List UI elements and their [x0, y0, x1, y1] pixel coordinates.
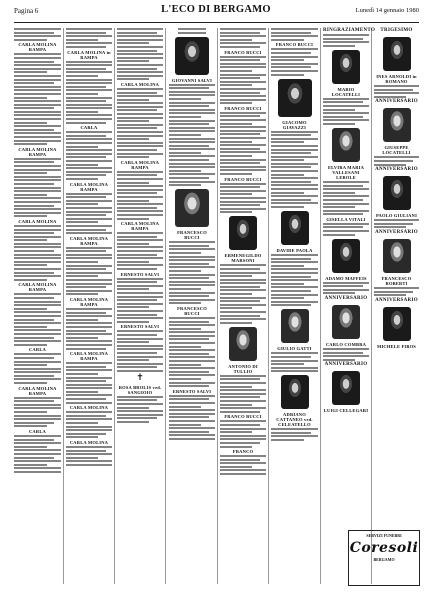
portrait-photo: [175, 189, 209, 227]
newspaper-masthead: L'ECO DI BERGAMO: [161, 4, 271, 15]
obituary-name: CARLA MOLINA RAMPA: [18, 282, 57, 293]
obituary-name: CARLA MOLINA RAMPA: [120, 159, 160, 170]
obituary-name: FRANCO BUCCI: [224, 414, 262, 420]
portrait-photo: [175, 37, 209, 75]
obituary-name: CARLA MOLINA RAMPA: [18, 42, 57, 53]
portrait-photo: [383, 37, 411, 71]
page-number: Pagina 6: [14, 7, 39, 15]
column-rule: [217, 28, 218, 584]
portrait-photo: [229, 327, 257, 361]
obituary-name: ERMENEGILDO MARSONI: [224, 253, 262, 264]
obituary-name: LUIGI CELLEGARI: [323, 408, 369, 414]
obituary-name: CARLA: [28, 429, 46, 434]
column-6: [271, 28, 318, 584]
ad-tagline: SERVIZI FUNEBRI: [366, 533, 402, 538]
portrait-photo: [383, 108, 411, 142]
column-8: [374, 28, 419, 526]
obituary-name: CARLA MOLINA RAMPA: [120, 221, 160, 232]
funeral-services-ad: [348, 530, 420, 586]
obituary-name: FRANCESCO BUCCI: [177, 230, 207, 241]
obituary-name: CARLA: [28, 347, 46, 353]
column-3: [117, 28, 163, 584]
obituary-name: GIACOMO GIAVAZZI: [282, 119, 307, 130]
notice-heading: ANNIVERSARIO: [324, 296, 368, 302]
portrait-photo: [281, 309, 309, 343]
obituary-name: PAOLO GIULIANI: [375, 213, 418, 219]
column-5: [220, 28, 266, 584]
obituary-name: ADRIANO CATTANEO ved. CELEATELLO: [276, 412, 313, 428]
obituary-name: ERNESTO SALVI: [120, 271, 160, 277]
column-rule: [268, 28, 269, 584]
column-rule: [63, 28, 64, 584]
portrait-photo: [383, 307, 411, 341]
portrait-photo: [278, 79, 312, 117]
obituary-name: GIOVANNI SALVI: [171, 77, 213, 83]
ad-city: BERGAMO: [373, 557, 395, 562]
column-4: [169, 28, 215, 584]
obituary-name: INES ARNOLDI in ROMANO: [376, 74, 417, 84]
notice-heading: RINGRAZIAMENTO: [323, 28, 376, 33]
portrait-photo: [281, 211, 309, 245]
column-rule: [114, 28, 115, 584]
obituary-name: CARLA MOLINA RAMPA: [69, 297, 109, 307]
page-header: [14, 4, 419, 23]
obituary-name: GISELLA VITALI: [326, 216, 366, 222]
notice-heading: ANNIVERSARIO: [324, 362, 368, 368]
obituary-name: ERNESTO SALVI: [120, 324, 160, 330]
obituary-name: GIUSEPPE LOCATELLI: [382, 145, 411, 156]
portrait-photo: [332, 371, 360, 405]
notice-heading: ANNIVERSARIO: [375, 297, 418, 303]
obituary-name: CARLO COMBRA: [325, 342, 367, 348]
obituary-name: FRANCO BUCCI: [224, 105, 262, 111]
notice-heading: ANNIVERSARIO: [375, 167, 418, 173]
column-1: [14, 28, 61, 584]
obituary-name: CARLA MOLINA RAMPA: [69, 351, 109, 362]
obituary-name: CARLA MOLINA: [120, 81, 160, 87]
column-rule: [371, 28, 372, 584]
notice-heading: ANNIVERSARIO: [375, 229, 418, 235]
cross-icon: ✝: [136, 372, 144, 383]
obituary-name: FRANCO BUCCI: [224, 176, 262, 182]
portrait-photo: [281, 375, 309, 409]
obituary-name: ERNESTO SALVI: [172, 388, 212, 394]
obituary-name: CARLA MOLINA RAMPA: [18, 146, 57, 157]
obituary-name: MICHELE FIBOS: [377, 343, 416, 349]
obituary-name: CARLA MOLINA: [69, 440, 109, 445]
obituary-name: DAVIDE PAOLA: [276, 248, 313, 253]
obituary-name: CARLA MOLINA: [18, 218, 57, 224]
obituary-name: FRANCO: [232, 449, 254, 455]
portrait-photo: [383, 176, 411, 210]
obituary-name: GIULIO GATTI: [277, 346, 312, 352]
column-2: [66, 28, 112, 584]
notice-heading: ANNIVERSARIO: [375, 99, 418, 105]
obituary-name: ROSA BROLIS ved. SANGIOIO: [118, 384, 162, 395]
notice-heading: TRIGESIMO: [380, 28, 413, 33]
obituary-name: FRANCESCO BUCCI: [177, 305, 207, 316]
obituary-name: CARLA: [80, 125, 98, 131]
obituary-name: CARLA MOLINA RAMPA: [69, 235, 109, 246]
portrait-photo: [332, 128, 360, 162]
obituary-name: ADAMO MAFFEIS: [325, 275, 367, 281]
obituary-name: FRANCO BUCCI: [275, 42, 314, 48]
portrait-photo: [383, 239, 411, 273]
column-7: [323, 28, 376, 584]
column-rule: [320, 28, 321, 584]
obituary-name: ELVIRA MARIA VALLESANI LEBOLE: [327, 164, 365, 180]
portrait-photo: [332, 50, 360, 84]
obituary-name: CARLA MOLINA RAMPA: [69, 181, 109, 192]
obituary-name: CARLA MOLINA: [69, 405, 109, 411]
dateline: Lunedì 14 gennaio 1980: [355, 7, 419, 14]
obituary-name: FRANCO BUCCI: [224, 49, 262, 55]
portrait-photo: [332, 305, 360, 339]
portrait-photo: [229, 216, 257, 250]
obituary-name: MARIO LOCATELLI: [331, 86, 361, 97]
obituary-name: ANTONIO DI TULLIO: [228, 363, 258, 374]
ad-brand-logo: Coresoli: [349, 540, 419, 556]
column-rule: [165, 28, 166, 584]
obituary-name: FRANCESCO ROBERTI: [381, 275, 412, 286]
obituary-name: CARLA MOLINA RAMPA: [18, 385, 57, 396]
portrait-photo: [332, 239, 360, 273]
obituary-name: CARLA MOLINA in RAMPA: [67, 49, 111, 60]
